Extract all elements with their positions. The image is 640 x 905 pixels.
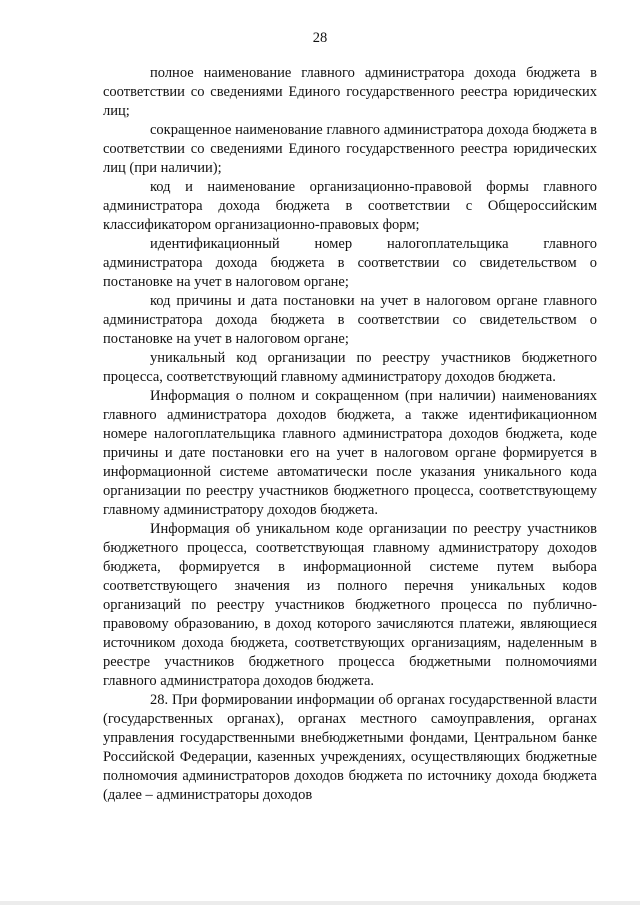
paragraph-full-name: полное наименование главного администратора дохода бюджета в соответствии со сведениями Единого государственного реестра юридических лиц; [103,65,597,119]
paragraph-clause-28: 28. При формировании информации об органах государственной власти (государственных органах), органах местного самоуправления, органах управления государственными внебюджетными фондами, Центральном банке Российской Федерации, казенных учреждениях, осуществляющих бюджетные полномочия администраторов доходов бюджета по источнику дохода бюджета (далее – администраторы доходов [103,692,597,803]
paragraph-kpp: код причины и дата постановки на учет в налоговом органе главного администратора дохода бюджета в соответствии со свидетельством о постановке на учет в налоговом органе; [103,293,597,347]
page-number: 28 [312,30,328,46]
paragraph-unique-code-info: Информация об уникальном коде организации по реестру участников бюджетного процесса, соответствующая главному администратору доходов бюджета, формируется в информационной системе путем выбора соответствующего значения из полного перечня уникальных кодов организаций по реестру участников бюджетного процесса по публично-правовому образованию, в доход которого зачисляются платежи, являющиеся источником дохода бюджета, соответствующих организациям, наделенным в реестре участников бюджетного процесса бюджетными полномочиями главного администратора доходов бюджета. [103,521,597,689]
paragraph-inn: идентификационный номер налогоплательщика главного администратора дохода бюджета в соответствии со свидетельством о постановке на учет в налоговом органе; [103,236,597,290]
paragraph-auto-info: Информация о полном и сокращенном (при наличии) наименованиях главного администратора доходов бюджета, а также идентификационном номере налогоплательщика главного администратора доходов бюджета, коде причины и дате постановки его на учет в налоговом органе формируется в информационной системе автоматически после указания уникального кода организации по реестру участников бюджетного процесса, соответствующему главному администратору доходов бюджета. [103,388,597,518]
scan-edge [0,901,640,905]
paragraph-short-name: сокращенное наименование главного администратора дохода бюджета в соответствии со сведениями Единого государственного реестра юридических лиц (при наличии); [103,122,597,176]
document-body [103,64,597,805]
paragraph-unique-code: уникальный код организации по реестру участников бюджетного процесса, соответствующий главному администратору доходов бюджета. [103,350,597,385]
paragraph-legal-form: код и наименование организационно-правовой формы главного администратора дохода бюджета в соответствии с Общероссийским классификатором организационно-правовых форм; [103,179,597,233]
